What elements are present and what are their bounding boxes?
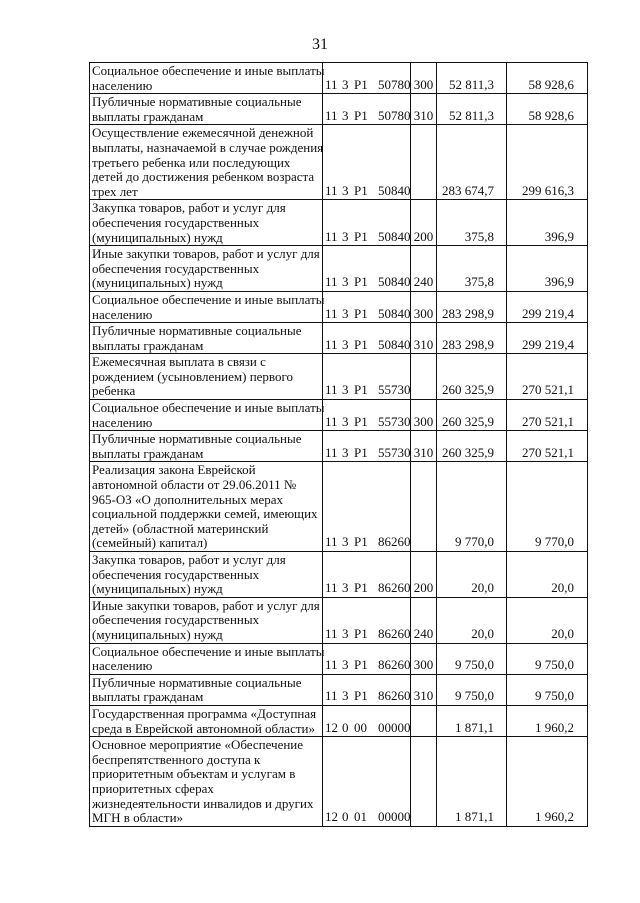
code-part: Р1 xyxy=(354,444,368,460)
code-part: 11 xyxy=(325,76,338,92)
row-name-line: МГН в области» xyxy=(92,810,184,826)
row-sum-year2-cell: 9 750,0 xyxy=(507,643,588,674)
code-part: 86260 xyxy=(378,580,411,596)
row-name-cell xyxy=(90,597,323,643)
row-expense-type-cell: 300 xyxy=(411,400,437,431)
row-code-cell xyxy=(323,705,411,736)
table-row xyxy=(90,705,588,736)
row-name-line: рождением (усыновлением) первого xyxy=(92,368,293,384)
row-name-line: Публичные нормативные социальные xyxy=(92,94,302,110)
row-name-line: обеспечения государственных xyxy=(92,612,260,628)
code-part: 3 xyxy=(342,688,349,704)
row-expense-type-cell: 300 xyxy=(411,291,437,322)
code-part: Р1 xyxy=(354,274,368,290)
row-sum-year2-cell: 58 928,6 xyxy=(507,63,588,94)
row-name-cell xyxy=(90,354,323,400)
table-row xyxy=(90,94,588,125)
row-sum-year2-cell: 299 219,4 xyxy=(507,291,588,322)
code-part: 11 xyxy=(325,580,338,596)
row-sum-year2-cell: 270 521,1 xyxy=(507,354,588,400)
code-part: 50840 xyxy=(378,336,411,352)
row-name-line: Социальное обеспечение и иные выплаты xyxy=(92,400,325,416)
row-name-line: (муниципальных) нужд xyxy=(92,275,223,291)
row-sum-year2-cell: 1 960,2 xyxy=(507,705,588,736)
row-name-line: обеспечения государственных xyxy=(92,566,260,582)
row-expense-type-cell: 310 xyxy=(411,674,437,705)
row-sum-year1-cell: 20,0 xyxy=(437,552,507,598)
code-part: 11 xyxy=(325,336,338,352)
row-name-line: выплаты гражданам xyxy=(92,445,204,461)
row-expense-type-cell xyxy=(411,737,437,827)
code-part: Р1 xyxy=(354,76,368,92)
row-code-cell xyxy=(323,462,411,552)
code-part: 3 xyxy=(342,274,349,290)
page-number: 31 xyxy=(312,36,328,53)
table-body xyxy=(90,63,588,827)
row-name-cell xyxy=(90,674,323,705)
row-name-line: выплаты гражданам xyxy=(92,108,204,124)
row-name-line: Иные закупки товаров, работ и услуг для xyxy=(92,246,320,262)
row-expense-type-cell xyxy=(411,125,437,200)
row-sum-year1-cell: 52 811,3 xyxy=(437,63,507,94)
row-name-cell xyxy=(90,323,323,354)
row-sum-year2-cell: 299 219,4 xyxy=(507,323,588,354)
row-name-line: детей» (областной материнский xyxy=(92,520,269,536)
table-row xyxy=(90,125,588,200)
code-part: 3 xyxy=(342,336,349,352)
code-part: 3 xyxy=(342,228,349,244)
row-name-line: населению xyxy=(92,658,153,674)
row-name-line: детей до достижения ребенком возраста xyxy=(92,169,315,185)
code-part: 3 xyxy=(342,76,349,92)
row-name-cell xyxy=(90,291,323,322)
code-part: 11 xyxy=(325,382,338,398)
row-name-line: Публичные нормативные социальные xyxy=(92,431,302,447)
code-part: 11 xyxy=(325,107,338,123)
code-part: 11 xyxy=(325,182,338,198)
row-code-cell xyxy=(323,400,411,431)
row-sum-year2-cell: 20,0 xyxy=(507,597,588,643)
table-row xyxy=(90,63,588,94)
code-part: 11 xyxy=(325,625,338,641)
row-name-cell xyxy=(90,94,323,125)
code-part: 50840 xyxy=(378,228,411,244)
row-code-cell xyxy=(323,125,411,200)
table-row xyxy=(90,552,588,598)
table-row xyxy=(90,246,588,292)
row-code-cell xyxy=(323,552,411,598)
row-name-line: выплаты, назначаемой в случае рождения xyxy=(92,139,324,155)
row-sum-year2-cell: 396,9 xyxy=(507,246,588,292)
row-name-line: социальной поддержки семей, имеющих xyxy=(92,506,318,522)
row-sum-year1-cell: 260 325,9 xyxy=(437,400,507,431)
row-sum-year1-cell: 9 770,0 xyxy=(437,462,507,552)
code-part: 50780 xyxy=(378,107,411,123)
row-expense-type-cell: 300 xyxy=(411,643,437,674)
row-name-line: третьего ребенка или последующих xyxy=(92,154,291,170)
row-name-line: приоритетных сферах xyxy=(92,780,214,796)
row-code-cell xyxy=(323,323,411,354)
row-sum-year2-cell: 9 750,0 xyxy=(507,674,588,705)
row-name-line: обеспечения государственных xyxy=(92,260,260,276)
code-part: Р1 xyxy=(354,305,368,321)
code-part: 55730 xyxy=(378,413,411,429)
row-name-line: 965-ОЗ «О дополнительных мерах xyxy=(92,491,283,507)
code-part: 86260 xyxy=(378,688,411,704)
row-name-line: выплаты гражданам xyxy=(92,337,204,353)
code-part: 3 xyxy=(342,182,349,198)
row-sum-year2-cell: 1 960,2 xyxy=(507,737,588,827)
code-part: 01 xyxy=(354,809,367,825)
row-name-line: Реализация закона Еврейской xyxy=(92,462,256,478)
row-sum-year1-cell: 1 871,1 xyxy=(437,737,507,827)
row-name-line: Социальное обеспечение и иные выплаты xyxy=(92,291,325,307)
code-part: Р1 xyxy=(354,688,368,704)
row-name-cell xyxy=(90,63,323,94)
row-sum-year1-cell: 283 674,7 xyxy=(437,125,507,200)
row-expense-type-cell: 200 xyxy=(411,200,437,246)
code-part: Р1 xyxy=(354,580,368,596)
row-name-line: Социальное обеспечение и иные выплаты xyxy=(92,643,325,659)
table-row xyxy=(90,291,588,322)
row-name-line: (муниципальных) нужд xyxy=(92,626,223,642)
table-row xyxy=(90,597,588,643)
row-code-cell xyxy=(323,431,411,462)
row-expense-type-cell: 200 xyxy=(411,552,437,598)
code-part: Р1 xyxy=(354,382,368,398)
row-name-line: населению xyxy=(92,306,153,322)
row-name-line: Закупка товаров, работ и услуг для xyxy=(92,200,286,216)
code-part: 3 xyxy=(342,444,349,460)
row-sum-year2-cell: 58 928,6 xyxy=(507,94,588,125)
table-row xyxy=(90,400,588,431)
row-expense-type-cell: 240 xyxy=(411,597,437,643)
row-sum-year1-cell: 52 811,3 xyxy=(437,94,507,125)
code-part: 11 xyxy=(325,305,338,321)
row-sum-year1-cell: 260 325,9 xyxy=(437,354,507,400)
code-part: 00 xyxy=(354,719,367,735)
code-part: Р1 xyxy=(354,107,368,123)
code-part: 86260 xyxy=(378,534,411,550)
code-part: Р1 xyxy=(354,336,368,352)
table-row xyxy=(90,323,588,354)
row-name-cell xyxy=(90,462,323,552)
row-sum-year1-cell: 283 298,9 xyxy=(437,291,507,322)
row-name-line: Осуществление ежемесячной денежной xyxy=(92,125,314,141)
row-name-line: Публичные нормативные социальные xyxy=(92,323,302,339)
row-name-line: трех лет xyxy=(92,183,138,199)
code-part: Р1 xyxy=(354,657,368,673)
row-name-line: Социальное обеспечение и иные выплаты xyxy=(92,63,325,78)
row-sum-year2-cell: 9 770,0 xyxy=(507,462,588,552)
budget-table xyxy=(89,62,588,827)
row-sum-year2-cell: 20,0 xyxy=(507,552,588,598)
row-name-line: среда в Еврейской автономной области» xyxy=(92,720,315,736)
row-code-cell xyxy=(323,597,411,643)
code-part: 3 xyxy=(342,625,349,641)
code-part: 3 xyxy=(342,534,349,550)
row-sum-year2-cell: 299 616,3 xyxy=(507,125,588,200)
table-row xyxy=(90,200,588,246)
table-row xyxy=(90,431,588,462)
row-name-line: жизнедеятельности инвалидов и других xyxy=(92,795,314,811)
code-part: 11 xyxy=(325,657,338,673)
row-sum-year1-cell: 20,0 xyxy=(437,597,507,643)
code-part: 3 xyxy=(342,413,349,429)
row-expense-type-cell: 310 xyxy=(411,323,437,354)
row-name-line: (муниципальных) нужд xyxy=(92,229,223,245)
row-name-line: Закупка товаров, работ и услуг для xyxy=(92,552,286,567)
row-name-cell xyxy=(90,125,323,200)
row-name-line: приоритетным объектам и услугам в xyxy=(92,766,296,782)
row-expense-type-cell: 310 xyxy=(411,431,437,462)
row-sum-year1-cell: 9 750,0 xyxy=(437,643,507,674)
row-name-line: Публичные нормативные социальные xyxy=(92,674,302,690)
row-name-cell xyxy=(90,737,323,827)
code-part: 11 xyxy=(325,688,338,704)
code-part: 11 xyxy=(325,228,338,244)
code-part: Р1 xyxy=(354,625,368,641)
row-code-cell xyxy=(323,63,411,94)
code-part: 3 xyxy=(342,657,349,673)
row-name-cell xyxy=(90,643,323,674)
row-name-line: населению xyxy=(92,77,153,93)
row-name-line: автономной области от 29.06.2011 № xyxy=(92,477,297,493)
row-sum-year2-cell: 396,9 xyxy=(507,200,588,246)
code-part: 55730 xyxy=(378,444,411,460)
code-part: 50840 xyxy=(378,182,411,198)
code-part: 0 xyxy=(342,809,349,825)
table-row xyxy=(90,462,588,552)
row-code-cell xyxy=(323,200,411,246)
row-name-line: населению xyxy=(92,414,153,430)
code-part: Р1 xyxy=(354,534,368,550)
row-code-cell xyxy=(323,643,411,674)
code-part: 3 xyxy=(342,580,349,596)
table-row xyxy=(90,674,588,705)
row-expense-type-cell: 310 xyxy=(411,94,437,125)
code-part: 0 xyxy=(342,719,349,735)
row-name-line: выплаты гражданам xyxy=(92,689,204,705)
code-part: 11 xyxy=(325,444,338,460)
row-sum-year1-cell: 283 298,9 xyxy=(437,323,507,354)
row-name-line: (семейный) капитал) xyxy=(92,535,208,551)
row-name-cell xyxy=(90,246,323,292)
code-part: Р1 xyxy=(354,413,368,429)
code-part: 11 xyxy=(325,534,338,550)
row-name-cell xyxy=(90,431,323,462)
row-expense-type-cell xyxy=(411,705,437,736)
row-name-line: (муниципальных) нужд xyxy=(92,581,223,597)
code-part: Р1 xyxy=(354,228,368,244)
row-code-cell xyxy=(323,291,411,322)
row-sum-year1-cell: 260 325,9 xyxy=(437,431,507,462)
row-sum-year2-cell: 270 521,1 xyxy=(507,431,588,462)
row-name-line: беспрепятственного доступа к xyxy=(92,751,261,767)
row-sum-year1-cell: 375,8 xyxy=(437,246,507,292)
table-row xyxy=(90,354,588,400)
row-expense-type-cell: 300 xyxy=(411,63,437,94)
code-part: 11 xyxy=(325,274,338,290)
code-part: 50840 xyxy=(378,274,411,290)
code-part: 50780 xyxy=(378,76,411,92)
row-expense-type-cell xyxy=(411,462,437,552)
row-name-line: Иные закупки товаров, работ и услуг для xyxy=(92,597,320,613)
row-name-cell xyxy=(90,705,323,736)
code-part: 00000 xyxy=(378,809,411,825)
code-part: 12 xyxy=(325,809,338,825)
row-name-cell xyxy=(90,552,323,598)
row-sum-year1-cell: 1 871,1 xyxy=(437,705,507,736)
row-code-cell xyxy=(323,246,411,292)
row-name-cell xyxy=(90,200,323,246)
code-part: 3 xyxy=(342,305,349,321)
code-part: 00000 xyxy=(378,719,411,735)
code-part: 86260 xyxy=(378,657,411,673)
code-part: 11 xyxy=(325,413,338,429)
row-expense-type-cell: 240 xyxy=(411,246,437,292)
code-part: 3 xyxy=(342,107,349,123)
row-name-line: обеспечения государственных xyxy=(92,214,260,230)
code-part: 12 xyxy=(325,719,338,735)
row-expense-type-cell xyxy=(411,354,437,400)
code-part: 55730 xyxy=(378,382,411,398)
row-code-cell xyxy=(323,737,411,827)
table-row xyxy=(90,737,588,827)
row-name-line: ребенка xyxy=(92,383,136,399)
row-name-line: Ежемесячная выплата в связи с xyxy=(92,354,266,370)
code-part: Р1 xyxy=(354,182,368,198)
row-name-line: Основное мероприятие «Обеспечение xyxy=(92,737,304,753)
code-part: 86260 xyxy=(378,625,411,641)
row-sum-year1-cell: 9 750,0 xyxy=(437,674,507,705)
row-sum-year2-cell: 270 521,1 xyxy=(507,400,588,431)
table-row xyxy=(90,643,588,674)
row-code-cell xyxy=(323,354,411,400)
code-part: 50840 xyxy=(378,305,411,321)
row-name-line: Государственная программа «Доступная xyxy=(92,705,317,721)
row-name-cell xyxy=(90,400,323,431)
code-part: 3 xyxy=(342,382,349,398)
row-code-cell xyxy=(323,94,411,125)
row-code-cell xyxy=(323,674,411,705)
row-sum-year1-cell: 375,8 xyxy=(437,200,507,246)
